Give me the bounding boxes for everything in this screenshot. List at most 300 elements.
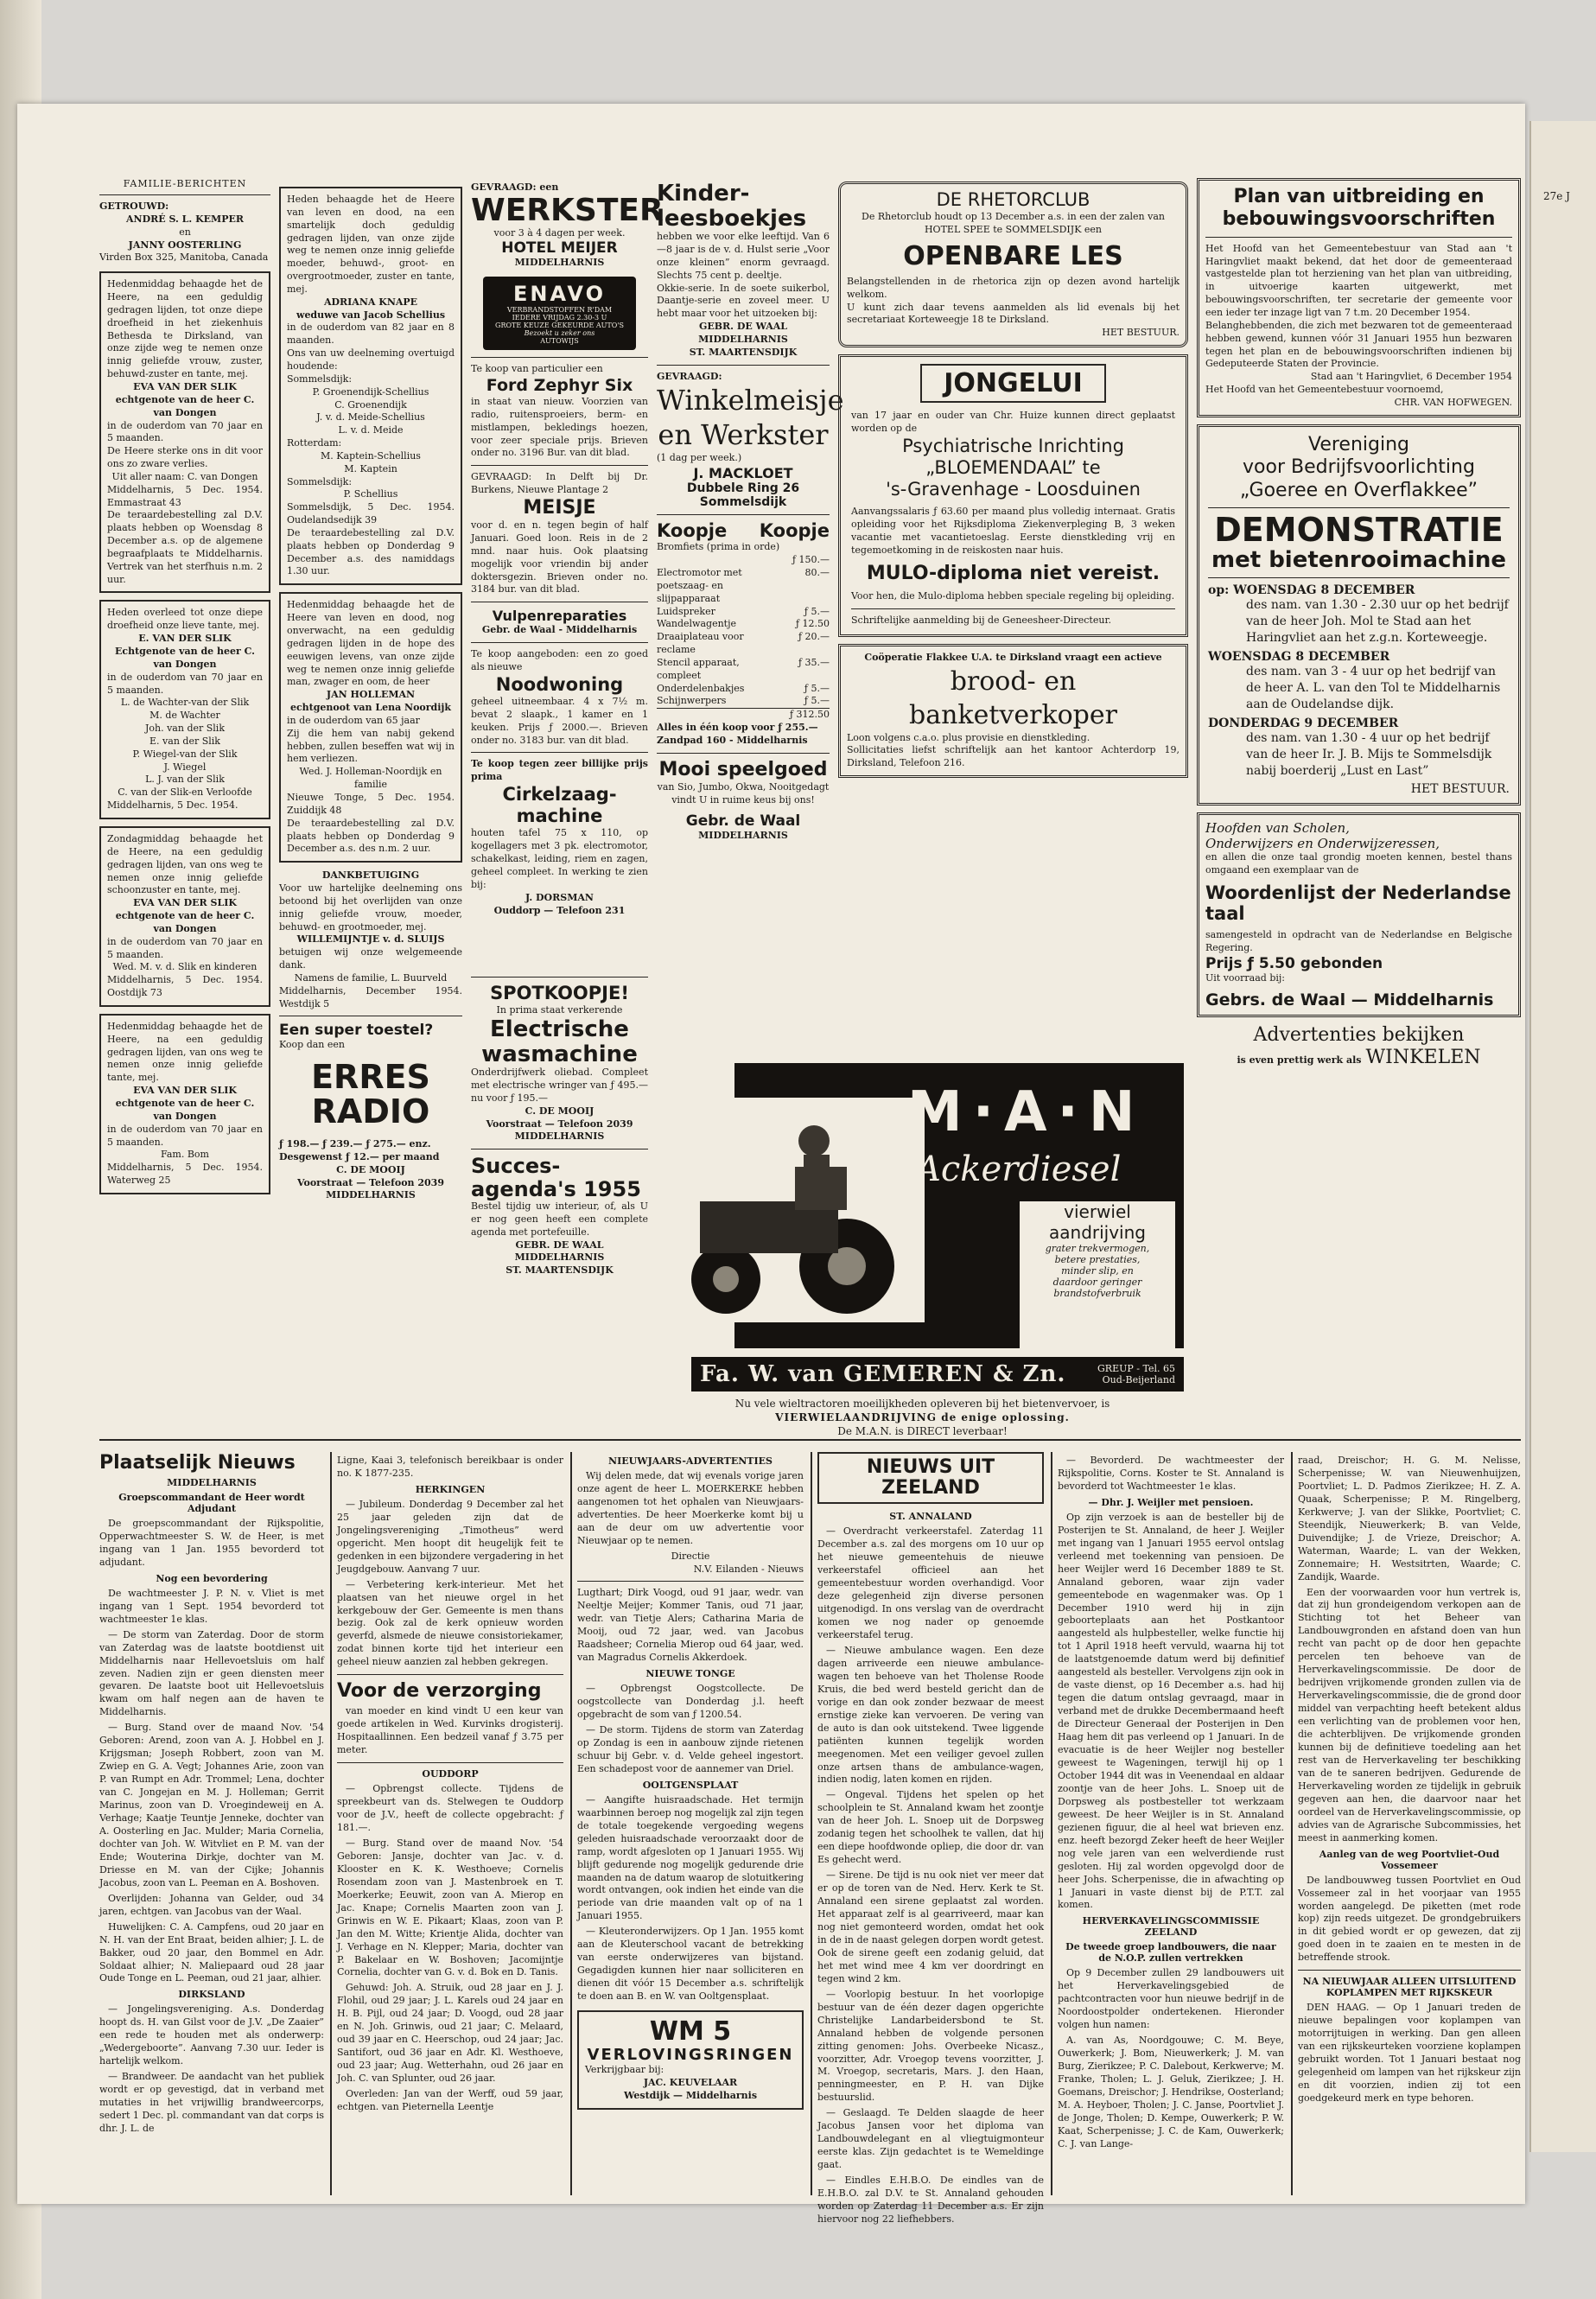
- news-c5-p-3: Op 9 December zullen 29 landbouwers uit het Herverkavelingsgebied de pachtcontracten voor hun nieuwe bedrijf in de Noordoostpolder ondertekenen. Hieronder volgen hun namen:: [1058, 1967, 1284, 2031]
- marriage-groom: ANDRÉ S. L. KEMPER: [125, 213, 244, 225]
- enavo-line-5: AUTOWIJS: [540, 337, 579, 346]
- koopje-item: [657, 567, 830, 606]
- demo-item-text: des nam. van 1.30 - 4 uur op het bedrijf van de heer Ir. J. B. Mijs te Sommelsdijk nabij boerderij „Lust en Last”: [1246, 730, 1492, 778]
- enavo-logo: [483, 277, 636, 350]
- man-dealer-bar: [691, 1357, 1184, 1392]
- woning-text: geheel uitneembaar. 4 x 7½ m. bevat 2 slaapk., 1 kamer en 1 keuken. Prijs ƒ 2000.—. Brieven onder no. 3183 bur. van dit blad.: [471, 696, 648, 746]
- obituary-1: [99, 271, 270, 593]
- thanks-name: WILLEMIJNTJE v. d. SLUIJS: [296, 933, 445, 946]
- jongelui-text-4: Schriftelijke aanmelding bij de Geneesheer-Directeur.: [851, 614, 1111, 626]
- marriage-and: en: [179, 226, 191, 238]
- marriage-address: Virden Box 325, Manitoba, Canada: [99, 252, 269, 264]
- demo-lead-1: Vereniging: [1307, 433, 1409, 455]
- obituary-3-age: in de ouderdom van 70 jaar en 5 maanden.: [107, 935, 263, 960]
- obituary-5-place: Sommelsdijk, 5 Dec. 1954. Oudelandsedijk 39: [287, 501, 455, 526]
- man-feature-1: vierwiel: [1064, 1201, 1131, 1222]
- demo-sub: met bietenrooimachine: [1211, 546, 1506, 573]
- koopje-item-name: Draaiplateau voor reclame: [657, 631, 744, 656]
- news-c6-p-3: De landbouwweg tussen Poortvliet en Oud Vossemeer zal in het voorjaar van 1955 worden aangelegd. De piketten (met rode kop) zijn reeds uitgezet. De grondgebruikers in dit gebied wordt er op gewezen, dat zij goed doen in te zaaien en te mesten in de betreffende strook.: [1298, 1874, 1521, 1964]
- news-c4-p-3: — Ongeval. Tijdens het spelen op het schoolplein te St. Annaland kwam het zoontje van de heer Joh. L. Snoep uit de Dorpsweg zodanig tegen het schoolhek te vallen, dat hij een diepe hoofdwonde opliep, die door dr. van Es gehecht werd.: [817, 1789, 1044, 1866]
- obituary-5-text: Heden behaagde het de Heere van leven en dood, na een smartelijk doch geduldig gedragen lijden, van onze zijde weg te nemen onze innig geliefde moeder, behuwd-, groot- en overgrootmoeder, zuster en tante, mej.: [287, 194, 455, 295]
- winkel-title: Winkelmeisje en Werkster: [657, 384, 844, 452]
- jongelui-title: JONGELUI: [944, 368, 1083, 399]
- man-feature-3: grater trekvermogen,: [1045, 1243, 1150, 1254]
- verzorging-title: Voor de verzorging: [337, 1680, 542, 1703]
- obituary-4: [99, 1014, 270, 1194]
- news-title-local: Plaatselijk Nieuws: [99, 1452, 296, 1474]
- erres-seller: C. DE MOOIJ: [336, 1163, 405, 1175]
- jongelui-frame: [920, 364, 1106, 403]
- news-place-ooltgensplaat: OOLTGENSPLAAT: [642, 1779, 739, 1791]
- man-tagline-2: VIERWIELAANDRIJVING de enige oplossing.: [775, 1411, 1070, 1424]
- koopje-item-name: Onderdelenbakjes: [657, 682, 745, 694]
- rings-ad: [577, 2010, 804, 2110]
- news-c4-p-4: — Sirene. De tijd is nu ook niet ver meer dat er op de toren van de Ned. Herv. Kerk te St. Annaland een sirene geplaatst zal worden. Het apparaat zelf is al gearriveerd, maar kan nog niet gemonteerd worden, omdat het ook in de in de naast gelegen dorpen wordt getest. Ook de sirene geeft een zodanig geluid, dat het met wind mee 4 km ver doordringt en tegen wind 2 km.: [817, 1869, 1044, 1984]
- news-c2-p-4: — Opbrengst collecte. Tijdens de spreekbeurt van ds. Stelwegen te Ouddorp voor de J.V., heeft de collecte opgebracht: ƒ 181.—.: [337, 1783, 563, 1833]
- obituary-1-faith: De Heere sterke ons in dit voor ons zo zware verlies.: [107, 445, 263, 470]
- news-column-2: [337, 1452, 563, 2195]
- koopje-item-name: Schijnwerpers: [657, 695, 727, 707]
- obituary-5-family-7: M. Kaptein: [344, 462, 397, 474]
- column-2: [279, 187, 462, 1431]
- plan-text-2: Belanghebbenden, die zich met bezwaren tot de gemeenteraad hebben gewend, kunnen vóór 31 Januari 1955 hun bezwaren tegen het plan en de bebouwingsvoorschriften indienen bij Gedeputeerde Staten der Provincie.: [1205, 319, 1512, 370]
- news-c5-p-4: A. van As, Noordgouwe; C. M. Beye, Ouwerkerk; J. Bom, Nieuwerkerk; J. M. van Burg, Zierikzee; P. C. Dalebout, Kerkwerve; M. Franke, Tholen; L. J. Geluk, Zierikzee; J. H. Goemans, Dreischor; J. Hendrikse, Oosterland; M. A. Heyboer, Tholen; J. C. Janse, Poortvliet J. de Jonge, Tholen; D. Kempe, Ouwerkerk; P. W. Kaat, Scherpenisse; J. C. de Kam, Ouwerkerk; C. J. van Lange-: [1058, 2035, 1284, 2149]
- obituary-4-text: Hedenmiddag behaagde het de Heere, na een geduldig gedragen lijden, van ons weg te nemen onze innig geliefde tante, mej.: [107, 1020, 263, 1084]
- koopje-item-name: Electromotor met poetszaag- en slijpapparaat: [657, 567, 742, 604]
- tractor-front-hub: [713, 1266, 739, 1292]
- obituary-3-name: EVA VAN DER SLIK: [133, 897, 237, 909]
- obituary-5-family-3: J. v. d. Meide-Schellius: [316, 411, 425, 424]
- demo-lead-2: voor Bedrijfsvoorlichting: [1243, 456, 1475, 479]
- news-c3-p-5: — Aangifte huisraadschade. Het termijn waarbinnen beroep nog mogelijk zal zijn tegen de totale toegekende vergoeding wegens geleden huisraadschade veroorzaakt door de ramp, wordt afgesloten op 1 Januari 1955. Wij blijft gedurende nog mogelijk gedurende drie maanden na de datum waarop de slotuitkering wordt ontvangen, ook indien het einde van die periode van drie maanden valt op of na 1 Januari 1955.: [577, 1793, 804, 1922]
- brood-title: brood- en banketverkoper: [909, 666, 1117, 730]
- koopje-item-price: 80.—: [804, 567, 830, 578]
- news-place-st-annaland: ST. ANNALAND: [889, 1511, 972, 1523]
- spot-town: MIDDELHARNIS: [514, 1130, 605, 1143]
- vulpen-sub: Gebr. de Waal - Middelharnis: [481, 624, 638, 636]
- news-p-5: Overlijden: Johanna van Gelder, oud 34 jaren, echtgen. van Jacobus van der Waal.: [99, 1892, 324, 1917]
- newspaper-page: [17, 104, 1525, 2225]
- cirkel-address: Ouddorp — Telefoon 231: [493, 904, 626, 916]
- adv-line: [1197, 1047, 1521, 1068]
- obituary-3-spouse: echtgenote van de heer C. van Dongen: [115, 910, 255, 934]
- news-c2-p-6: Gehuwd: Joh. A. Struik, oud 28 jaar en J. J. Flohil, oud 29 jaar; J. L. Karels oud 24 jaar en H. B. Pijl, oud 24 jaar; D. Voogd, oud 28 jaar en N. Joh. Grinwis, oud 21 jaar; C. Melaard, oud 39 jaar en C. Heerschop, oud 24 jaar; Jac. Santifort, oud 36 jaar en Adr. Kl. Westhoeve, oud 23 jaar; Aug. Wetterhahn, oud 26 jaar en Joh. C. van Splunter, oud 26 jaar.: [337, 1982, 563, 2085]
- winkel-lead: GEVRAAGD:: [657, 370, 722, 382]
- news-c5-p-2: Op zijn verzoek is aan de besteller bij de Posterijen te St. Annaland, de heer J. Weijler met ingang van 1 Januari 1955 eervol ontslag verleend met toekenning van pensioen. De heer Weijler werd 16 December 1889 te St. Annaland geboren, waar zijn vader gemeentebode en wagenmaker was. Op 1 December 1910 werd hij in zijn geboorteplaats aan het Postkantoor aangesteld als hulpbesteller, welke functie hij tot 1 April 1918 heeft vervuld, waarna hij tot de laatstgenoemde datum werd bij definitief aangesteld als besteller. Vervolgens zijn ook in de vaste dienst, op 16 December a.s. had hij tegen die datum ontslag gevraagd, maar in verband met de drukke Decembermaand heeft de Directeur Generaal der Posterijen in Den Haag hem dit pas verleend op 1 Januari. In de evacuatie is de heer Weijler nog besteller geweest te Wageningen, terwijl hij op 1 October 1944 dit was in Veenendaal en aldaar zoontje van de heer Johs. L. Snoep uit de Dorpsweg als postbesteller tot werkzaam geweest. De heer Weijler is in St. Annaland gezienen figuur, die al heel wat brieven enz. enz. heeft bezorgd Zeker heeft de heer Weijler nog vele jaren van een welverdiende rust gesloten. Hij zal worden opgevolgd door de heer Johs. Scherpenisse, die in afwachting op 1 Januari in vaste dienst bij de P.T.T. zal komen.: [1058, 1511, 1284, 1911]
- obituary-6-spouse: echtgenoot van Lena Noordijk: [289, 702, 452, 714]
- enavo-line-4: Bezoekt u zeker ons: [524, 329, 595, 338]
- kinder-town-2: ST. MAARTENSDIJK: [689, 346, 798, 358]
- jongelui-inst-3: 's-Gravenhage - Loosduinen: [886, 479, 1141, 500]
- demo-items: [1208, 583, 1510, 779]
- rhetor-text-2: Belangstellenden in de rhetorica zijn op dezen avond hartelijk welkom.: [847, 275, 1180, 300]
- news-place-dirksland: DIRKSLAND: [178, 1989, 245, 2001]
- man-town: Oud-Beijerland: [1102, 1374, 1175, 1385]
- ford-title: Ford Zephyr Six: [486, 376, 633, 396]
- woorden-text-2: samengesteld in opdracht van de Nederlandse en Belgische Regering.: [1205, 929, 1512, 953]
- jongelui-inst-1: Psychiatrische Inrichting: [902, 435, 1124, 456]
- obituary-4-age: in de ouderdom van 70 jaar en 5 maanden.: [107, 1123, 263, 1148]
- thanks-place: Middelharnis, December 1954. Westdijk 5: [279, 984, 462, 1009]
- obituary-1-burial: De teraardebestelling zal D.V. plaats hebben op Woensdag 8 December a.s. op de algemene begraafplaats te Middelharnis. Vertrek van het sterfhuis n.m. 2 uur.: [107, 509, 263, 585]
- erres-deal: Desgewenst ƒ 12.— per maand: [279, 1150, 440, 1162]
- cirkel-seller: J. DORSMAN: [525, 891, 594, 903]
- koopje-item-price: ƒ 35.—: [798, 656, 830, 668]
- koopje-list: [657, 554, 830, 708]
- obituary-1-name: EVA VAN DER SLIK: [133, 380, 237, 392]
- obituary-5-family-4: L. v. d. Meide: [338, 424, 404, 436]
- news-column-4: [817, 1452, 1044, 2225]
- column-3: [471, 182, 664, 959]
- news-place-nieuwe-tonge: NIEUWE TONGE: [645, 1668, 735, 1680]
- obituary-1-text: Hedenmiddag behaagde het de Heere, na een geduldig gedragen lijden, tot onze diepe droefheid in het ziekenhuis Bethesda te Dirksland, van onze zijde weg te nemen onze innig geliefde vrouw, zuster, behuwd-zuster en tante, mej.: [107, 278, 263, 380]
- news-c2-p-3: van moeder en kind vindt U een keur van goede artikelen in Wed. Kurvinks drogisterij. Hospitaallinnen. Een bedzeil vanaf ƒ 3.75 per meter.: [337, 1705, 563, 1756]
- news-c6-p-2: Een der voorwaarden voor hun vertrek is, dat zij hun grondeigendom verkopen aan de Stichting tot het Beheer van Landbouwgronden en afstand doen van hun recht van pacht op de door hen gepachte percelen ten behoeve van de Herverkavelingscommissie. De door de bedrijven vrijkomende gronden zullen via de Herverkavelingscommissie, die de grond door middel van verpachting heeft betekent aldus een verlichting van de problemen voor hen, die achterblijven. De vrijkomende gronden kunnen bij de definitieve toedeling aan het rest van de Herverkaveling ter beschikking van de te saneren bedrijven. Gedurende de Herverkaveling worden ze tijdelijk in gebruik gegeven aan hen, die daarvoor naar het oordeel van de Herverkavelingscommissie, op advies van de Agrarische Subcommissies, het meest in aanmerking komen.: [1298, 1586, 1521, 1844]
- speel-town: MIDDELHARNIS: [698, 829, 788, 841]
- kinder-text: hebben we voor elke leeftijd. Van 6—8 jaar is de v. d. Hulst serie „Voor onze kleinen” enorm gevraagd. Slechts 75 cent p. deeltje.: [657, 231, 830, 281]
- brood-text: Loon volgens c.a.o. plus provisie en dienstkleding.: [847, 731, 1090, 743]
- man-feature-4: betere prestaties,: [1054, 1254, 1141, 1265]
- obituary-2-family-2: Joh. van der Slik: [144, 723, 225, 735]
- man-script: Ackerdiesel: [916, 1150, 1122, 1189]
- brood-ad: [838, 644, 1188, 778]
- obituary-2-text: Heden overleed tot onze diepe droefheid onze lieve tante, mej.: [107, 607, 263, 632]
- marriage-label: GETROUWD:: [99, 201, 169, 212]
- obituary-2-family-3: E. van der Slik: [149, 735, 220, 747]
- erres-brand: ERRES RADIO: [311, 1058, 430, 1131]
- spot-address: Voorstraat — Telefoon 2039: [486, 1118, 633, 1130]
- news-c2-p-1: — Jubileum. Donderdag 9 December zal het 25 jaar geleden zijn dat de Jongelingsvereniging „Timotheus” werd opgericht. Men hoopt dit heugelijk feit te gedenken in een bijzondere vergadering in het Jeugdgebouw. Aanvang 7 uur.: [337, 1498, 563, 1575]
- jongelui-text-2: Aanvangssalaris ƒ 63.60 per maand plus volledig internaat. Gratis opleiding voor het Rijksdiploma Ziekenverpleging B, 3 weken vacantie met vacantietoeslag. Eerste dienstkleding vrij en tegemoetkoming in de reiskosten naar huis.: [851, 506, 1175, 556]
- adv-sub: is even prettig werk als: [1237, 1054, 1362, 1067]
- erres-address: Voorstraat — Telefoon 2039: [296, 1176, 444, 1188]
- obituary-6-text: Hedenmiddag behaagde het de Heere van leven en dood, nog onverwacht, na een geduldig gedragen lijden in de hope des eeuwigen levens, van onze zijde weg te nemen onze innig geliefde man, zwager en oom, de heer: [287, 599, 455, 688]
- news-c3-p-2: Lugthart; Dirk Voogd, oud 91 jaar, wedr. van Neeltje Meijer; Kommer Tanis, oud 71 jaar, wedr. van Tietje Alers; Catharina Maria de Mooij, oud 72 jaar, wed. van Jacobus Raadsheer; Cornelia Mierop oud 64 jaar, wed. van Magradus Cornelis Akkerdoek.: [577, 1587, 804, 1664]
- koopje-item-price: ƒ 12.50: [795, 618, 830, 630]
- werkster-company: HOTEL MEIJER: [501, 239, 618, 258]
- news-head-2: Nog een bevordering: [156, 1572, 268, 1584]
- rings-lead: Verkrijgbaar bij:: [585, 2064, 664, 2076]
- demo-title: DEMONSTRATIE: [1214, 510, 1504, 549]
- news-c3-p-4: — De storm. Tijdens de storm van Zaterdag op Zondag is een in aanbouw zijnde rietenen schuur bij Gebr. v. d. Velde geheel ingestort. Een schadepost voor de aannemer van Driel.: [577, 1723, 804, 1774]
- jongelui-text: van 17 jaar en ouder van Chr. Huize kunnen direct geplaatst worden op de: [851, 410, 1175, 434]
- news-p-6: Huwelijken: C. A. Campfens, oud 20 jaar en N. H. van der Ent Braat, beiden alhier; J. L. de Bakker, oud 20 jaar, den Bommel en Adr. Soldaat alhier; N. Maliepaard oud 28 jaar Oude Tonge en L. Peeman, oud 21 jaar, alhier.: [99, 1920, 324, 1984]
- plan-place: Stad aan 't Haringvliet, 6 December 1954: [1310, 371, 1512, 383]
- obituary-6: [279, 592, 462, 863]
- obituary-4-spouse: echtgenote van de heer C. van Dongen: [115, 1098, 255, 1122]
- obituary-6-age: in de ouderdom van 65 jaar: [287, 714, 420, 726]
- adv-tail: WINKELEN: [1365, 1047, 1481, 1069]
- obituary-4-family: Fam. Bom: [160, 1149, 209, 1161]
- zeeland-banner: [817, 1452, 1044, 1504]
- demo-lead-3: „Goeree en Overflakkee”: [1239, 479, 1478, 501]
- news-c2-p-7: Overleden: Jan van der Werff, oud 59 jaar, echtgen. van Pieternella Leentje: [337, 2088, 563, 2112]
- obituary-2-spouse: Echtgenote van de heer C. van Dongen: [115, 646, 255, 670]
- column-3-lower: [471, 977, 648, 1426]
- obituary-6-family: Wed. J. Holleman-Noordijk en familie: [299, 766, 442, 791]
- rings-town: Westdijk — Middelharnis: [623, 2089, 758, 2101]
- news-p-3: — De storm van Zaterdag. Door de storm van Zaterdag was de laatste bootdienst uit Middelharnis naar Hellevoetsluis om half zeven. Nadien zijn er geen diensten meer gevaren. De laatste boot uit Hellevoetsluis kwam om half negen aan de haven te Middelharnis.: [99, 1628, 324, 1718]
- woorden-seller: Gebrs. de Waal — Middelharnis: [1205, 990, 1494, 1009]
- koopje-item: [657, 606, 830, 619]
- news-c4-p-1: — Overdracht verkeerstafel. Zaterdag 11 December a.s. zal des morgens om 10 uur op het nieuwe gemeentehuis de nieuwe verkeerstafel officieel aan het gemeentebestuur worden overhandigd. Voor deze gelegenheid zijn diverse personen uitgenodigd. In ons verslag van de overdracht komen we nog nader op genoemde verkeerstafel terug.: [817, 1525, 1044, 1640]
- enavo-line-3: GROTE KEUZE GEKEURDE AUTO'S: [495, 322, 624, 330]
- obituary-5-burial: De teraardebestelling zal D.V. plaats hebben op Donderdag 9 December a.s. des namiddags 1.30 uur.: [287, 526, 455, 577]
- obituary-5-family-9: P. Schellius: [343, 488, 398, 500]
- news-c6-head-2: NA NIEUWJAAR ALLEEN UITSLUITEND KOPLAMPEN MET RIJKSKEUR: [1302, 1976, 1517, 1999]
- driver-body: [804, 1155, 830, 1189]
- news-c6-p-4: DEN HAAG. — Op 1 Januari treden de nieuwe bepalingen voor koplampen van motorrijtuigen in werking. Dan gen alleen van een rijkskeurteken voorziene koplampen gebruikt worden. Tot 1 Januari bestaat nog gelegenheid om lampen van het rijkskeur zijn en dit voorzien, indien zij tot een goedgekeurd merk en type behoren.: [1298, 2002, 1521, 2104]
- obituary-5-spouse: weduwe van Jacob Schellius: [296, 309, 446, 321]
- spot-text: Onderdrijfwerk oliebad. Compleet met electrische wringer van ƒ 495.— nu voor ƒ 195.—: [471, 1067, 648, 1104]
- news-place-herkingen: HERKINGEN: [415, 1483, 486, 1495]
- speel-seller: Gebr. de Waal: [685, 812, 801, 830]
- rings-sub: VERLOVINGSRINGEN: [587, 2046, 794, 2065]
- demo-item-label: WOENSDAG 8 DECEMBER: [1208, 650, 1390, 665]
- kinder-town: MIDDELHARNIS: [698, 333, 788, 345]
- obituary-6-faith: Zij die hem van nabij gekend hebben, zullen beseffen wat wij in hem verliezen.: [287, 727, 455, 765]
- koopje-item: [657, 683, 830, 696]
- woorden-ad: [1197, 812, 1521, 1016]
- news-place-nieuwjaar: NIEUWJAARS-ADVERTENTIES: [608, 1455, 773, 1467]
- woorden-text: en allen die onze taal grondig moeten kennen, bestel thans omgaand een exemplaar van de: [1205, 851, 1512, 876]
- obituary-2-family-6: L. J. van der Slik: [145, 774, 225, 786]
- ford-lead: Te koop van particulier een: [471, 363, 603, 375]
- news-p-4: — Burg. Stand over de maand Nov. '54 Geboren: Arend, zoon van A. J. Hobbel en J. Krijgsman; Joseph Robbert, zoon van M. Zwiep en G. A. Vegt; Johannes Arie, zoon van P. van Rumpt en Adr. Trommel; Lena, dochter van C. Jongejan en M. J. Holleman; Gerrit Marinus, zoon van D. Vroegindeweij en A. Verhage; Kaatje Teuntje Jenneke, dochter van A. Oosterling en Jac. Mulder; Maria Cornelia, dochter van Joh. W. Witvliet en P. M. van der Ende; Wouterina Dirkje, dochter van M. Driesse en M. van der Cijke; Johannis Jacobus, zoon van L. Peeman en A. Boshoven.: [99, 1722, 324, 1888]
- winkel-address: Dubbele Ring 26: [686, 481, 800, 496]
- obituary-5: [279, 187, 462, 585]
- zeeland-title: NIEUWS UIT ZEELAND: [866, 1456, 995, 1500]
- koopje-item: [657, 554, 830, 567]
- news-c3-sign-2: N.V. Eilanden - Nieuws: [693, 1563, 804, 1575]
- erres-sub: Koop dan een: [279, 1039, 345, 1051]
- news-head-1: Groepscommandant de Heer wordt Adjudant: [118, 1492, 305, 1514]
- obituary-6-burial: De teraardebestelling zal D.V. plaats hebben op Donderdag 9 December a.s. des n.m. 2 uur.: [287, 817, 455, 855]
- man-tagline: [657, 1397, 1188, 1439]
- koopje-item-name: Luidspreker: [657, 605, 715, 617]
- obituary-2-family-7: C. van der Slik-en Verloofde: [118, 786, 252, 799]
- plan-text: Het Hoofd van het Gemeentebestuur van Stad aan 't Haringvliet maakt bekend, dat het door de gemeenteraad vastgestelde plan tot herziening van het plan van uitbreiding, in uitvoerige kaarten uitgewerkt, met bebouwingsvoorschriften, ter secretarie der gemeente voor een ieder ter inzage ligt van 7 t.m. 20 December 1954.: [1205, 242, 1512, 318]
- obituary-6-name: JAN HOLLEMAN: [326, 689, 416, 701]
- page-divider: [99, 1439, 1521, 1441]
- koopje-intro: Bromfiets (prima in orde): [657, 541, 780, 553]
- plan-ad: [1197, 178, 1521, 417]
- werkster-title: WERKSTER: [471, 192, 664, 228]
- news-place-middelharnis: MIDDELHARNIS: [167, 1477, 257, 1488]
- demo-item: [1208, 583, 1510, 646]
- obituary-5-family-5: Rotterdam:: [287, 437, 342, 449]
- koopje-title-right: Koopje: [759, 520, 830, 542]
- speel-text: van Sio, Jumbo, Okwa, Nooitgedagt vindt U in ruime keus bij ons!: [657, 781, 830, 806]
- rhetor-sign: HET BESTUUR.: [1102, 327, 1180, 339]
- column-6: [1197, 178, 1521, 1431]
- news-place-herverkaveling: HERVERKAVELINGSCOMMISSIE ZEELAND: [1082, 1915, 1260, 1939]
- news-p-7: — Jongelingsvereniging. A.s. Donderdag hoopt ds. H. van Gilst voor de J.V. „De Zaaier” een rede te houden met als onderwerp: „Wedergeboorte”. Aanvang 7.30 uur. Ieder is hartelijk welkom.: [99, 2003, 324, 2067]
- obituary-5-family-8: Sommelsdijk:: [287, 475, 353, 487]
- obituary-5-family-2: C. Groenendijk: [334, 398, 407, 411]
- cirkel-title: Cirkelzaag-machine: [502, 784, 617, 827]
- news-c3-p-3: — Opbrengst Oogstcollecte. De oogstcollecte van Donderdag j.l. heeft opgebracht de som van ƒ 1200.54.: [577, 1683, 804, 1721]
- koopje-item-price: ƒ 20.—: [798, 631, 830, 643]
- next-page-label: 27e J: [1543, 190, 1570, 202]
- rhetor-event: OPENBARE LES: [903, 240, 1123, 271]
- cirkel-lead: Te koop tegen zeer billijke prijs prima: [471, 758, 648, 783]
- agenda-text: Bestel tijdig uw interieur, of, als U er nog geen heeft een complete agenda met portefeuille.: [471, 1200, 648, 1238]
- brood-text-2: Sollicitaties liefst schriftelijk aan het kantoor Achterdorp 19, Dirksland, Telefoon 216.: [847, 744, 1180, 769]
- plan-sign-1: Het Hoofd van het Gemeentebestuur voornoemd,: [1205, 384, 1444, 396]
- obituary-5-name: ADRIANA KNAPE: [323, 296, 418, 308]
- agenda-town-2: ST. MAARTENSDIJK: [506, 1264, 614, 1277]
- plan-title: Plan van uitbreiding en bebouwingsvoorschriften: [1222, 186, 1496, 231]
- obituary-1-age: in de ouderdom van 70 jaar en 5 maanden.: [107, 419, 263, 444]
- obituary-2-place: Middelharnis, 5 Dec. 1954.: [107, 799, 238, 812]
- spot-seller: C. DE MOOIJ: [525, 1105, 595, 1117]
- winkel-sub: (1 dag per week.): [657, 452, 742, 464]
- news-c3-p-1: Wij delen mede, dat wij evenals vorige jaren onze agent de heer L. MOERKERKE hebben aangenomen tot het ophalen van Nieuwjaars-advertenties. De heer Moerkerke komt bij u aan de deur om uw advertentie voor Nieuwjaar op te nemen.: [577, 1470, 804, 1546]
- koopje-item-price: ƒ 5.—: [804, 682, 830, 694]
- obituary-5-family-1: P. Groenendijk-Schellius: [312, 385, 429, 398]
- rings-seller: JAC. KEUVELAAR: [643, 2076, 738, 2088]
- obituary-1-spouse: echtgenote van de heer C. van Dongen: [115, 393, 255, 418]
- news-p-2: De wachtmeester J. P. N. v. Vliet is met ingang van 1 Sept. 1954 bevorderd tot wachtmeester 1e klas.: [99, 1587, 324, 1625]
- jongelui-inst-2: „BLOEMENDAAL” te: [925, 456, 1101, 478]
- news-p-8: — Brandweer. De aandacht van het publiek wordt er op gevestigd, dat in verband met mutaties in het vrijwillig brandweercorps, sedert 1 Dec. pl. commandant van dat corps is dhr. J. L. de: [99, 2071, 324, 2134]
- meisje-text: voor d. en n. tegen begin of half Januari. Goed loon. Reis in de 2 mnd. naar huis. Ook plaatsing mogelijk voor vriendin bij ander doktersgezin. Brieven onder no. 3184 bur. van dit blad.: [471, 519, 648, 595]
- obituary-2-family-5: J. Wiegel: [163, 761, 207, 773]
- vulpen-title: Vulpenreparaties: [492, 608, 627, 625]
- obituary-5-family-6: M. Kaptein-Schellius: [321, 449, 421, 462]
- obituary-1-family: Uit aller naam: C. van Dongen: [111, 470, 258, 482]
- koopje-header: [657, 520, 830, 541]
- news-c2-p-0: Ligne, Kaai 3, telefonisch bereikbaar is onder no. K 1877-235.: [337, 1455, 563, 1479]
- rhetor-ad: [838, 182, 1188, 347]
- koopje-deal: Alles in één koop voor ƒ 255.—: [657, 722, 818, 734]
- werkster-text: voor 3 à 4 dagen per week.: [493, 226, 626, 239]
- kinder-text-2: Okkie-serie. In de soete suikerbol, Daantje-serie en zoveel meer. U hebt maar voor het uitzoeken bij:: [657, 282, 830, 320]
- erres-lead: Een super toestel?: [279, 1022, 434, 1040]
- obituary-2-family-0: L. de Wachter-van der Slik: [120, 697, 250, 709]
- news-c4-p-6: — Geslaagd. Te Delden slaagde de heer Jacobus Jansen voor het diploma van Landbouwdelegant en al vliegtuigmonteur eerste klas. Zijn gedachtet is te Wemeldinge gaat.: [817, 2107, 1044, 2171]
- koopje-item: [657, 631, 830, 657]
- obituary-3-text: Zondagmiddag behaagde het de Heere, na een geduldig gedragen lijden, van ons weg te nemen onze innig geliefde schoonzuster en tante, mej.: [107, 832, 263, 896]
- demo-item-text: des nam. van 1.30 - 2.30 uur op het bedrijf van de heer Joh. Mol te Stad aan het Haringvliet aan het z.g.n. Korteweegje.: [1246, 598, 1509, 646]
- rhetor-title: DE RHETORCLUB: [936, 189, 1090, 210]
- meisje-lead: GEVRAAGD: In Delft bij Dr. Burkens, Nieuwe Plantage 2: [471, 471, 648, 496]
- demo-item: [1208, 716, 1510, 780]
- jongelui-text-3: Voor hen, die Mulo-diploma hebben speciale regeling bij opleiding.: [851, 590, 1175, 602]
- obituary-3: [99, 826, 270, 1007]
- koopje-item-name: Wandelwagentje: [657, 618, 737, 630]
- woning-lead: Te koop aangeboden: een zo goed als nieuwe: [471, 648, 648, 673]
- obituary-2-family-1: M. de Wachter: [149, 710, 220, 722]
- obituary-3-family: Wed. M. v. d. Slik en kinderen: [112, 961, 258, 973]
- spot-lead: In prima staat verkerende: [496, 1004, 623, 1016]
- news-c5-p-1: — Bevorderd. De wachtmeester der Rijkspolitie, Corns. Koster te St. Annaland is bevorderd tot Wachtmeester 1e klas.: [1058, 1455, 1284, 1492]
- thanks-family: Namens de familie, L. Buurveld: [294, 971, 448, 984]
- marriage-bride: JANNY OOSTERLING: [128, 239, 242, 251]
- man-feature-2: aandrijving: [1049, 1222, 1146, 1243]
- woorden-lead-1: Hoofden van Scholen,: [1205, 820, 1350, 837]
- obituary-3-place: Middelharnis, 5 Dec. 1954. Oostdijk 73: [107, 974, 263, 999]
- driver-head: [798, 1125, 830, 1156]
- obituary-2-name: E. VAN DER SLIK: [138, 633, 232, 645]
- obituary-6-place: Nieuwe Tonge, 5 Dec. 1954. Zuiddijk 48: [287, 791, 455, 816]
- obituary-5-faith: Ons van uw deelneming overtuigd houdende:: [287, 347, 455, 372]
- thanks-title: DANKBETUIGING: [321, 869, 420, 882]
- erres-prices: ƒ 198.— ƒ 239.— ƒ 275.— enz.: [279, 1138, 431, 1150]
- winkel-seller: J. MACKLOET: [693, 465, 793, 482]
- koopje-total: [657, 708, 830, 722]
- man-ad: [657, 1063, 1188, 1438]
- column-4: [657, 181, 844, 1054]
- adv-title: Advertenties bekijken: [1253, 1023, 1465, 1046]
- rings-title: WM 5: [649, 2016, 732, 2047]
- meisje-title: MEISJE: [523, 496, 596, 519]
- speel-title: Mooi speelgoed: [658, 758, 828, 780]
- obituary-2-age: in de ouderdom van 70 jaar en 5 maanden.: [107, 671, 263, 696]
- jongelui-mulo: MULO-diploma niet vereist.: [866, 562, 1160, 584]
- woorden-title: Woordenlijst der Nederlandse taal: [1205, 882, 1511, 925]
- news-column-3: [577, 1452, 804, 2195]
- brood-lead: Coöperatie Flakkee U.A. te Dirksland vraagt een actieve: [864, 651, 1162, 663]
- news-column-6: [1298, 1452, 1521, 2195]
- thanks-text: Voor uw hartelijke deelneming ons betoond bij het overlijden van onze innig geliefde vrouw, moeder, behuwd- en grootmoeder, mej.: [279, 882, 462, 933]
- news-c5-head-2: De tweede groep landbouwers, die naar de N.O.P. zullen vertrekken: [1065, 1941, 1276, 1965]
- rhetor-text: De Rhetorclub houdt op 13 December a.s. in een der zalen van HOTEL SPEE te SOMMELSDIJK een: [862, 211, 1165, 236]
- news-c3-sign-1: Directie: [671, 1550, 710, 1562]
- obituary-2-family-4: P. Wiegel-van der Slik: [132, 748, 238, 760]
- news-c4-p-7: — Eindles E.H.B.O. De eindles van de E.H.B.O. zal D.V. te St. Annaland gehouden worden op Zaterdag 11 December a.s. Er zijn hiervoor nog 22 liefhebbers.: [817, 2175, 1044, 2225]
- man-contact: [1097, 1363, 1175, 1385]
- news-c6-head-1: Aanleg van de weg Poortvliet-Oud Vossemeer: [1319, 1848, 1500, 1871]
- man-feature-6: daardoor geringer: [1052, 1277, 1142, 1288]
- man-tel: GREUP - Tel. 65: [1097, 1363, 1175, 1374]
- woorden-price: Prijs ƒ 5.50 gebonden: [1205, 954, 1383, 972]
- news-c3-p-6: — Kleuteronderwijzers. Op 1 Jan. 1955 komt aan de Kleuterschool vacant de betrekking van eerste onderwijzeres van bijstand. Gegadigden kunnen hier naar solliciteren en dienen dit vóór 15 December a.s. schriftelijk te doen aan B. en W. van Ooltgensplaat.: [577, 1926, 804, 2003]
- enavo-line-2: IEDERE VRIJDAG 2.30-3 U: [512, 314, 607, 322]
- obituary-1-place: Middelharnis, 5 Dec. 1954. Emmastraat 43: [107, 483, 263, 508]
- enavo-line-1: VERBRANDSTOFFEN R'DAM: [506, 306, 613, 315]
- tractor-illustration: [665, 1098, 925, 1322]
- ford-text: in staat van nieuw. Voorzien van radio, ruitensproeiers, berm- en mistlampen, bekledings hoezen, voor zeer speciale prijs. Brieven onder no. 3196 Bur. van dit blad.: [471, 395, 648, 459]
- news-c5-head-1: — Dhr. J. Weijler met pensioen.: [1088, 1496, 1254, 1508]
- news-p-1: De groepscommandant der Rijkspolitie, Opperwachtmeester S. W. de Heer, is met ingang van 1 Jan. 1955 bevorderd tot adjudant.: [99, 1518, 324, 1568]
- news-place-ouddorp: OUDDORP: [422, 1768, 479, 1780]
- column-5: [838, 182, 1188, 1054]
- man-dealer: Fa. W. van GEMEREN & Zn.: [700, 1361, 1066, 1387]
- koopje-item: [657, 695, 830, 708]
- winkel-town: Sommelsdijk: [699, 495, 787, 510]
- koopje-item: [657, 657, 830, 683]
- koopje-item: [657, 618, 830, 631]
- news-c6-p-1: raad, Dreischor; H. G. M. Nelisse, Scherpenisse; W. van Nieuwenhuijzen, Poortvliet; L. D. Padmos Zierikzee; H. Z. A. Quaak, Scherpenisse; P. M. Ringelberg, Kerkwerve; J. van der Slikke, Poortvliet; C. Steendijk, Nieuwerkerk; B. van Velde, Duivendijke; J. de Vrieze, Dreischor; A. Waterman, Waarde; L. van der Wekken, Zonnemaire; H. Westsitrten, Waarde; C. Zandijk, Waarde.: [1298, 1455, 1521, 1583]
- cirkel-text: houten tafel 75 x 110, op kogellagers met 3 pk. electromotor, schakelkast, leiding, riem en zagen, geheel compleet. In werking te zien bij:: [471, 827, 648, 890]
- column-1: [99, 178, 270, 1431]
- agenda-town: MIDDELHARNIS: [514, 1251, 605, 1264]
- demo-sign: HET BESTUUR.: [1410, 782, 1510, 797]
- news-column-5: [1058, 1452, 1284, 2195]
- demo-item: [1208, 650, 1510, 713]
- spot-title: SPOTKOOPJE!: [490, 983, 629, 1003]
- obituary-4-name: EVA VAN DER SLIK: [133, 1085, 237, 1097]
- man-tagline-3: De M.A.N. is DIRECT leverbaar!: [837, 1425, 1008, 1438]
- koopje-item-name: Stencil apparaat, compleet: [657, 656, 740, 681]
- news-column-1: [99, 1452, 324, 2195]
- news-c2-p-5: — Burg. Stand over de maand Nov. '54 Geboren: Jansje, dochter van Jac. v. d. Klooster en K. K. Westhoeve; Cornelis Rosendam zoon van J. Mastenbroek en T. Moerkerke; Eeuwit, zoon van A. Mierop en Jac. Knape; Cornelis Maarten zoon van J. Grinwis en W. E. Pikaart; Klaas, zoon van P. Jan den M. Witte; Krientje Alida, dochter van J. Verhage en N. Klepper; Maria, dochter van P. Bakelaar en W. Boshoven; Jacomijntje Cornelia, dochter van G. v. d. Bok en D. Tanis.: [337, 1837, 563, 1978]
- koopje-title-left: Koopje: [657, 520, 728, 542]
- werkster-lead: GEVRAAGD: een: [471, 182, 559, 193]
- news-c4-p-5: — Voorlopig bestuur. In het voorlopige bestuur van de één dezer dagen opgerichte Christelijke Landarbeidersbond te St. Annaland hebben de volgende personen zitting genomen: Johs. Overbeeke Nicasz., voorzitter, Adr. Vroegop tevens voorzitter, J. M. Vroegop, secretaris, Mars. J. den Haan, penningmeester, en P. H. van Dijke bestuurslid.: [817, 1988, 1044, 2104]
